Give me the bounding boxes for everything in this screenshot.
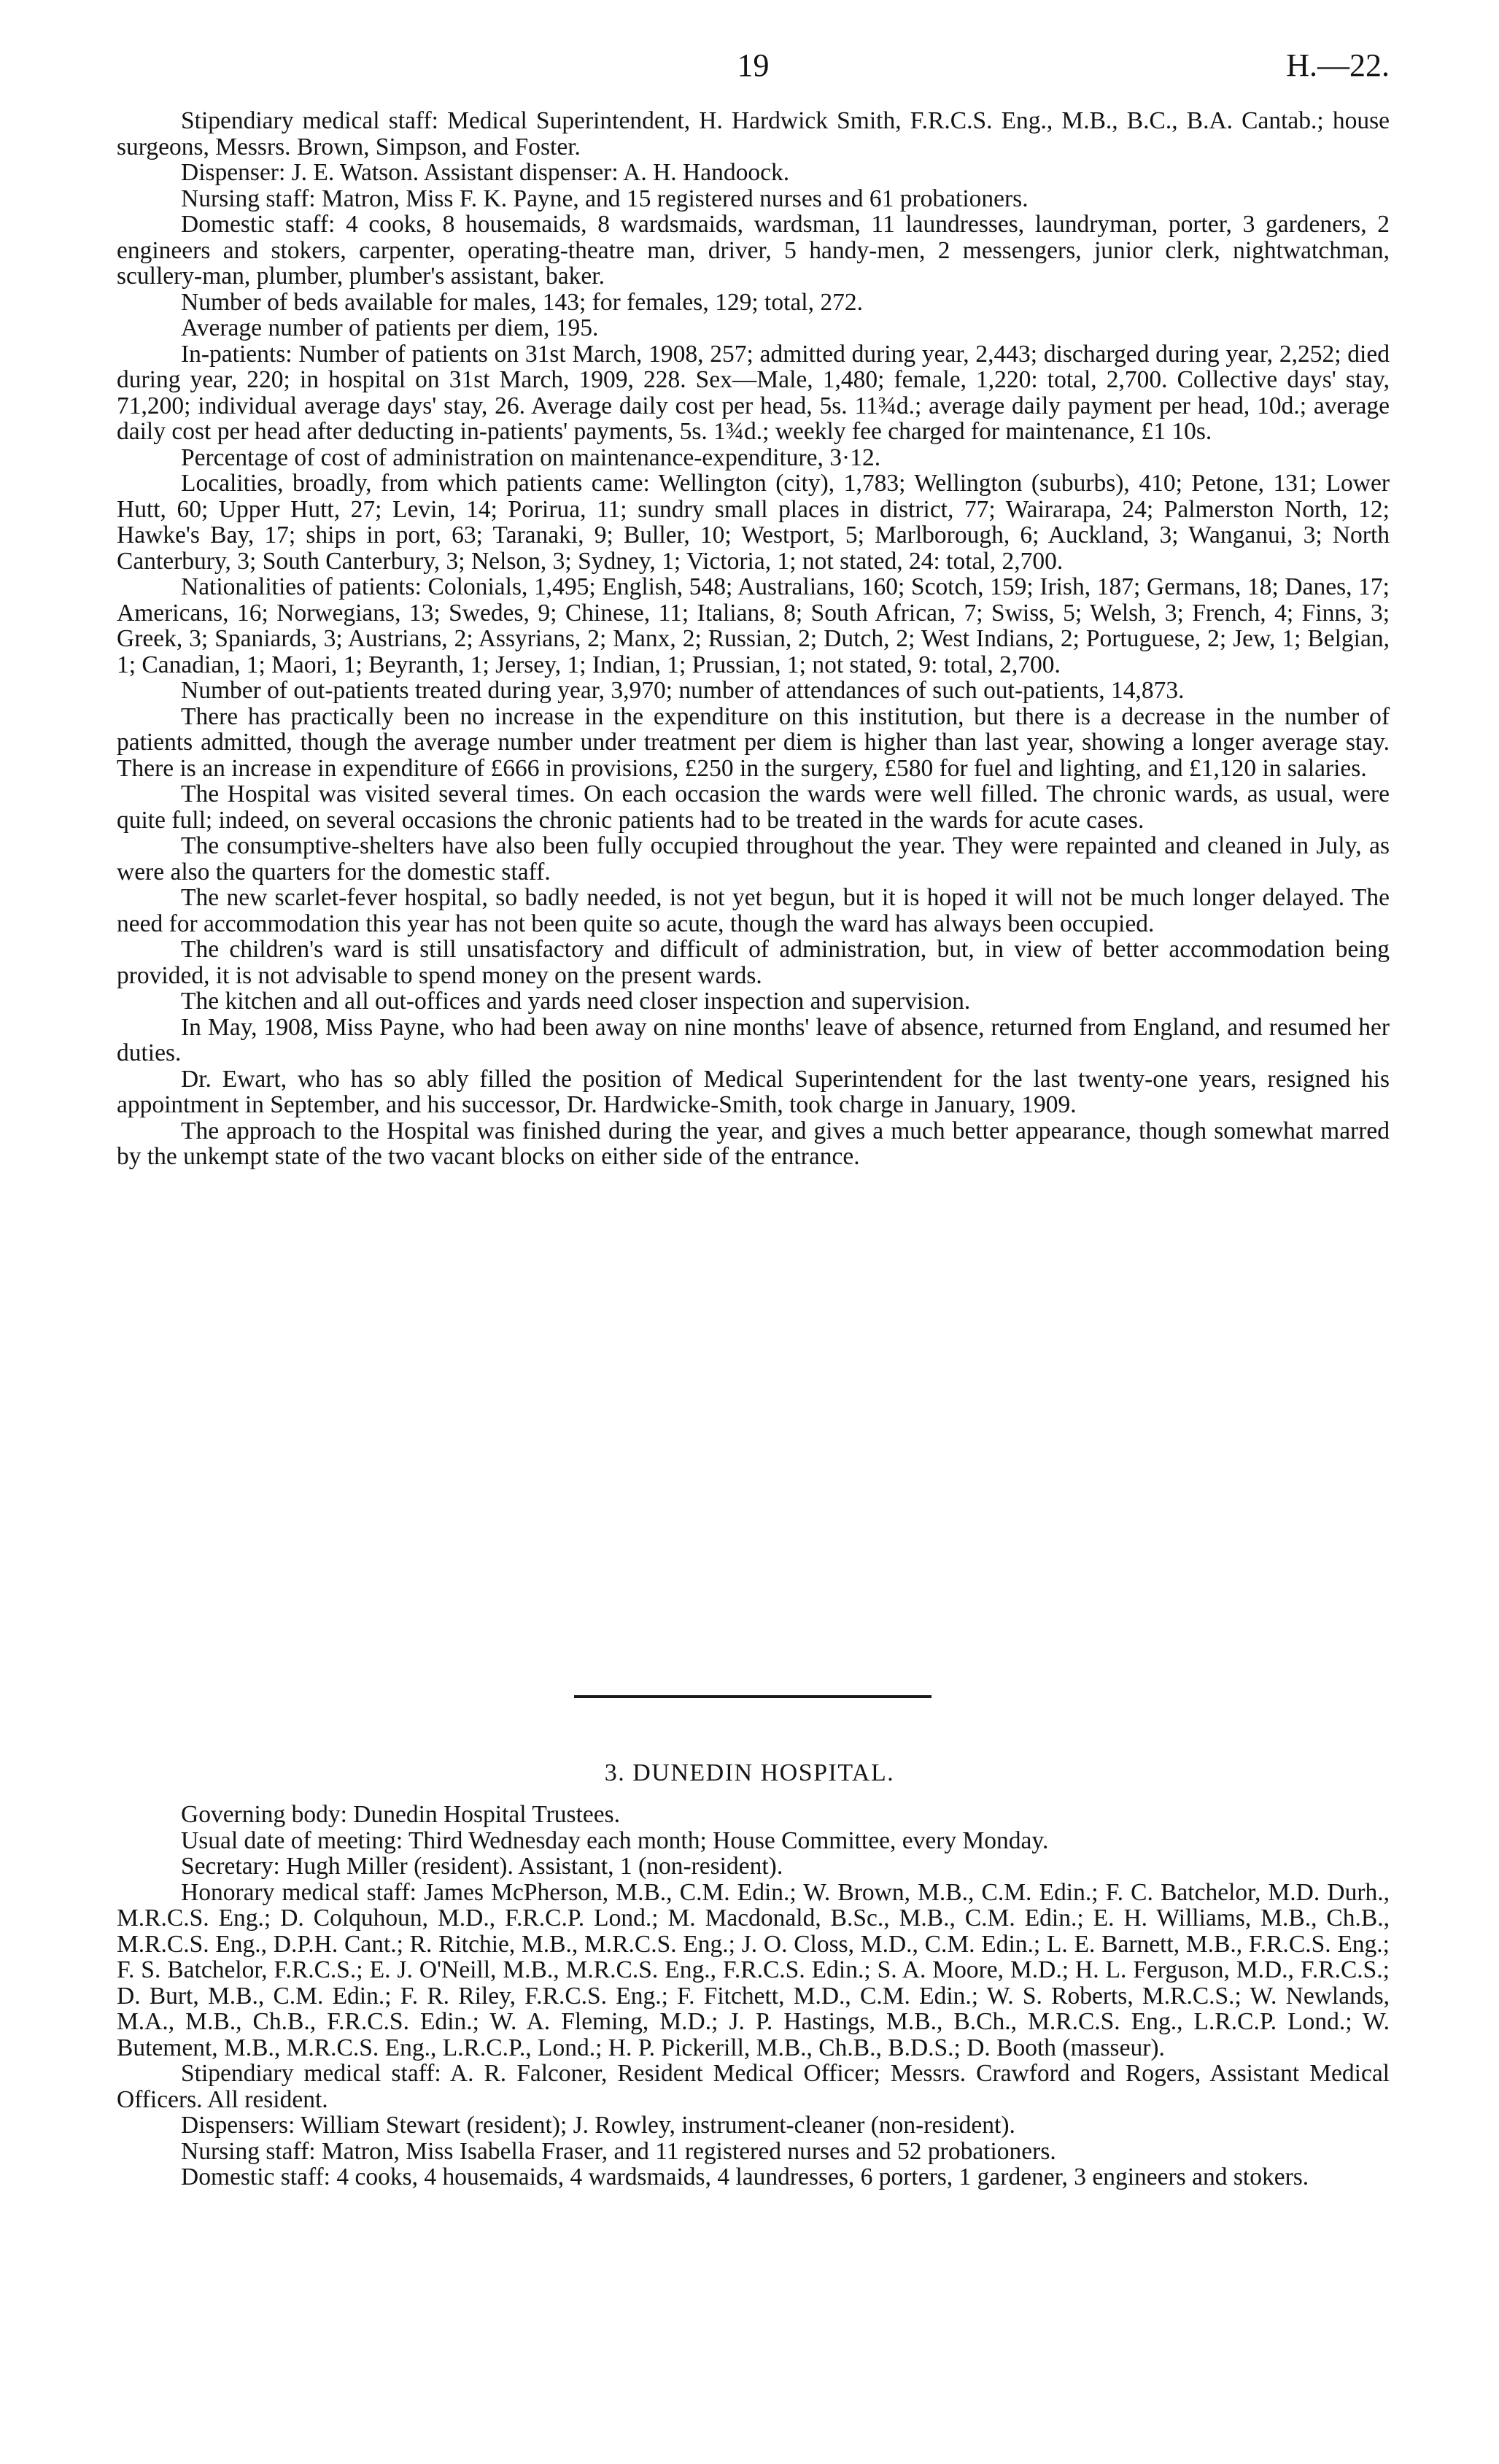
nursing-staff-paragraph: Nursing staff: Matron, Miss F. K. Payne, and 15 registered nurses and 61 probationers. — [181, 185, 1029, 212]
dispenser-paragraph: Dispenser: J. E. Watson. Assistant dispenser: A. H. Handoock. — [181, 159, 790, 186]
kitchen-paragraph: The kitchen and all out-offices and yards need closer inspection and supervision. — [181, 988, 971, 1015]
in-patients-paragraph: In-patients: Number of patients on 31st March, 1908, 257; admitted during year, 2,443; discharged during year, 2,252; died during year, 220; in hospital on 31st March, 1909, 228. Sex—Male, 1,480; female, 1,220: total, 2,700. Collective days' stay, 71,200; individual average days' stay, 26. Average daily cost per head, 5s. 11¾d.; average daily payment per head, 10d.; average daily cost per head after deducting in-patients' payments, 5s. 1¾d.; weekly fee charged for maintenance, £1 10s. — [117, 340, 1390, 445]
honorary-staff-paragraph: Honorary medical staff: James McPherson, M.B., C.M. Edin.; W. Brown, M.B., C.M. Edin.; F. C. Batchelor, M.D. Durh., M.R.C.S. Eng.; D. Colquhoun, M.D., F.R.C.P. Lond.; M. Macdonald, B.Sc., M.B., C.M. Edin.; E. H. Williams, M.B., Ch.B., M.R.C.S. Eng., D.P.H. Cant.; R. Ritchie, M.B., M.R.C.S. Eng.; J. O. Closs, M.D., C.M. Edin.; L. E. Barnett, M.B., F.R.C.S. Eng.; F. S. Batchelor, F.R.C.S.; E. J. O'Neill, M.B., M.R.C.S. Eng., F.R.C.S. Edin.; S. A. Moore, M.D.; H. L. Ferguson, M.D., F.R.C.S.; D. Burt, M.B., C.M. Edin.; F. R. Riley, F.R.C.S. Eng.; F. Fitchett, M.D., C.M. Edin.; W. S. Roberts, M.R.C.S.; W. Newlands, M.A., M.B., Ch.B., F.R.C.S. Edin.; W. A. Fleming, M.D.; J. P. Hastings, M.B., B.Ch., M.R.C.S. Eng., L.R.C.P. Lond.; W. Butement, M.B., M.R.C.S. Eng., L.R.C.P., Lond.; H. P. Pickerill, M.B., Ch.B., B.D.S.; D. Booth (masseur). — [117, 1878, 1390, 2061]
childrens-ward-paragraph: The children's ward is still unsatisfactory and difficult of administration, but, in view of better accommodation being provided, it is not advisable to spend money on the present wards. — [117, 936, 1390, 989]
nationalities-paragraph: Nationalities of patients: Colonials, 1,495; English, 548; Australians, 160; Scotch, 159; Irish, 187; Germans, 18; Danes, 17; Americans, 16; Norwegians, 13; Swedes, 9; Chinese, 11; Italians, 8; South African, 7; Swiss, 5; Welsh, 3; French, 4; Finns, 3; Greek, 3; Spaniards, 3; Austrians, 2; Assyrians, 2; Manx, 2; Russian, 2; Dutch, 2; West Indians, 2; Portuguese, 2; Jew, 1; Belgian, 1; Canadian, 1; Maori, 1; Beyranth, 1; Jersey, 1; Indian, 1; Prussian, 1; not stated, 9: total, 2,700. — [117, 573, 1390, 678]
consumptive-shelters-paragraph: The consumptive-shelters have also been fully occupied throughout the year. They were repainted and cleaned in July, as were also the quarters for the domestic staff. — [117, 832, 1390, 886]
page-header — [117, 47, 1390, 90]
stipendiary-staff-paragraph: Stipendiary medical staff: Medical Superintendent, H. Hardwick Smith, F.R.C.S. Eng., M.B., B.C., B.A. Cantab.; house surgeons, Messrs. Brown, Simpson, and Foster. — [117, 107, 1390, 160]
administration-cost-paragraph: Percentage of cost of administration on maintenance-expenditure, 3·12. — [181, 443, 881, 471]
visits-paragraph: The Hospital was visited several times. On each occasion the wards were well filled. The chronic wards, as usual, were quite full; indeed, on several occasions the chronic patients had to be treated in the wards for acute cases. — [117, 780, 1390, 834]
section-divider — [574, 1695, 931, 1698]
scarlet-fever-paragraph: The new scarlet-fever hospital, so badly needed, is not yet begun, but it is hoped it will not be much longer delayed. The need for accommodation this year has not been quite so acute, though the ward has always been occupied. — [117, 884, 1390, 937]
domestic-staff-paragraph: Domestic staff: 4 cooks, 8 housemaids, 8 wardsmaids, wardsman, 11 laundresses, laundryman, porter, 3 gardeners, 2 engineers and stokers, carpenter, operating-theatre man, driver, 5 handy-men, 2 messengers, junior clerk, nightwatchman, scullery-man, plumber, plumber's assistant, baker. — [117, 211, 1390, 290]
document-reference: H.—22. — [1286, 47, 1390, 83]
secretary-paragraph: Secretary: Hugh Miller (resident). Assistant, 1 (non-resident). — [181, 1853, 783, 1880]
domestic-staff-paragraph: Domestic staff: 4 cooks, 4 housemaids, 4 wardsmaids, 4 laundresses, 6 porters, 1 gardener, 3 engineers and stokers. — [181, 2163, 1309, 2190]
dr-ewart-paragraph: Dr. Ewart, who has so ably filled the position of Medical Superintendent for the last twenty-one years, resigned his appointment in September, and his successor, Dr. Hardwicke-Smith, took charge in January, 1909. — [117, 1065, 1390, 1118]
average-patients-paragraph: Average number of patients per diem, 195. — [181, 314, 599, 341]
approach-paragraph: The approach to the Hospital was finished during the year, and gives a much better appearance, though somewhat marred by the unkempt state of the two vacant blocks on either side of the entrance. — [117, 1117, 1390, 1170]
localities-paragraph: Localities, broadly, from which patients came: Wellington (city), 1,783; Wellington (suburbs), 410; Petone, 131; Lower Hutt, 60; Upper Hutt, 27; Levin, 14; Porirua, 11; sundry small places in district, 77; Wairarapa, 24; Palmerston North, 12; Hawke's Bay, 17; ships in port, 63; Taranaki, 9; Buller, 10; Westport, 5; Marlborough, 6; Auckland, 3; Wanganui, 3; North Canterbury, 3; South Canterbury, 3; Nelson, 3; Sydney, 1; Victoria, 1; not stated, 24: total, 2,700. — [117, 470, 1390, 575]
page-number: 19 — [737, 47, 770, 83]
wellington-hospital-continued — [117, 108, 1390, 1170]
out-patients-paragraph: Number of out-patients treated during year, 3,970; number of attendances of such out-patients, 14,873. — [181, 677, 1185, 704]
dispensers-paragraph: Dispensers: William Stewart (resident); J. Rowley, instrument-cleaner (non-resident). — [181, 2112, 1015, 2139]
miss-payne-paragraph: In May, 1908, Miss Payne, who had been away on nine months' leave of absence, returned from England, and resumed her duties. — [117, 1013, 1390, 1066]
dunedin-hospital-section — [117, 1802, 1390, 2190]
meeting-date-paragraph: Usual date of meeting: Third Wednesday each month; House Committee, every Monday. — [181, 1826, 1049, 1854]
stipendiary-staff-paragraph: Stipendiary medical staff: A. R. Falconer, Resident Medical Officer; Messrs. Crawford and Rogers, Assistant Medical Officers. All resident. — [117, 2060, 1390, 2113]
governing-body-paragraph: Governing body: Dunedin Hospital Trustees. — [181, 1801, 621, 1828]
beds-paragraph: Number of beds available for males, 143; for females, 129; total, 272. — [181, 288, 863, 316]
section-heading: 3. DUNEDIN HOSPITAL. — [604, 1759, 895, 1786]
expenditure-paragraph: There has practically been no increase in the expenditure on this institution, but there is a decrease in the number of patients admitted, though the average number under treatment per diem is higher than last year, showing a longer average stay. There is an increase in expenditure of £666 in provisions, £250 in the surgery, £580 for fuel and lighting, and £1,120 in salaries. — [117, 702, 1390, 782]
nursing-staff-paragraph: Nursing staff: Matron, Miss Isabella Fraser, and 11 registered nurses and 52 probationers. — [181, 2137, 1056, 2165]
